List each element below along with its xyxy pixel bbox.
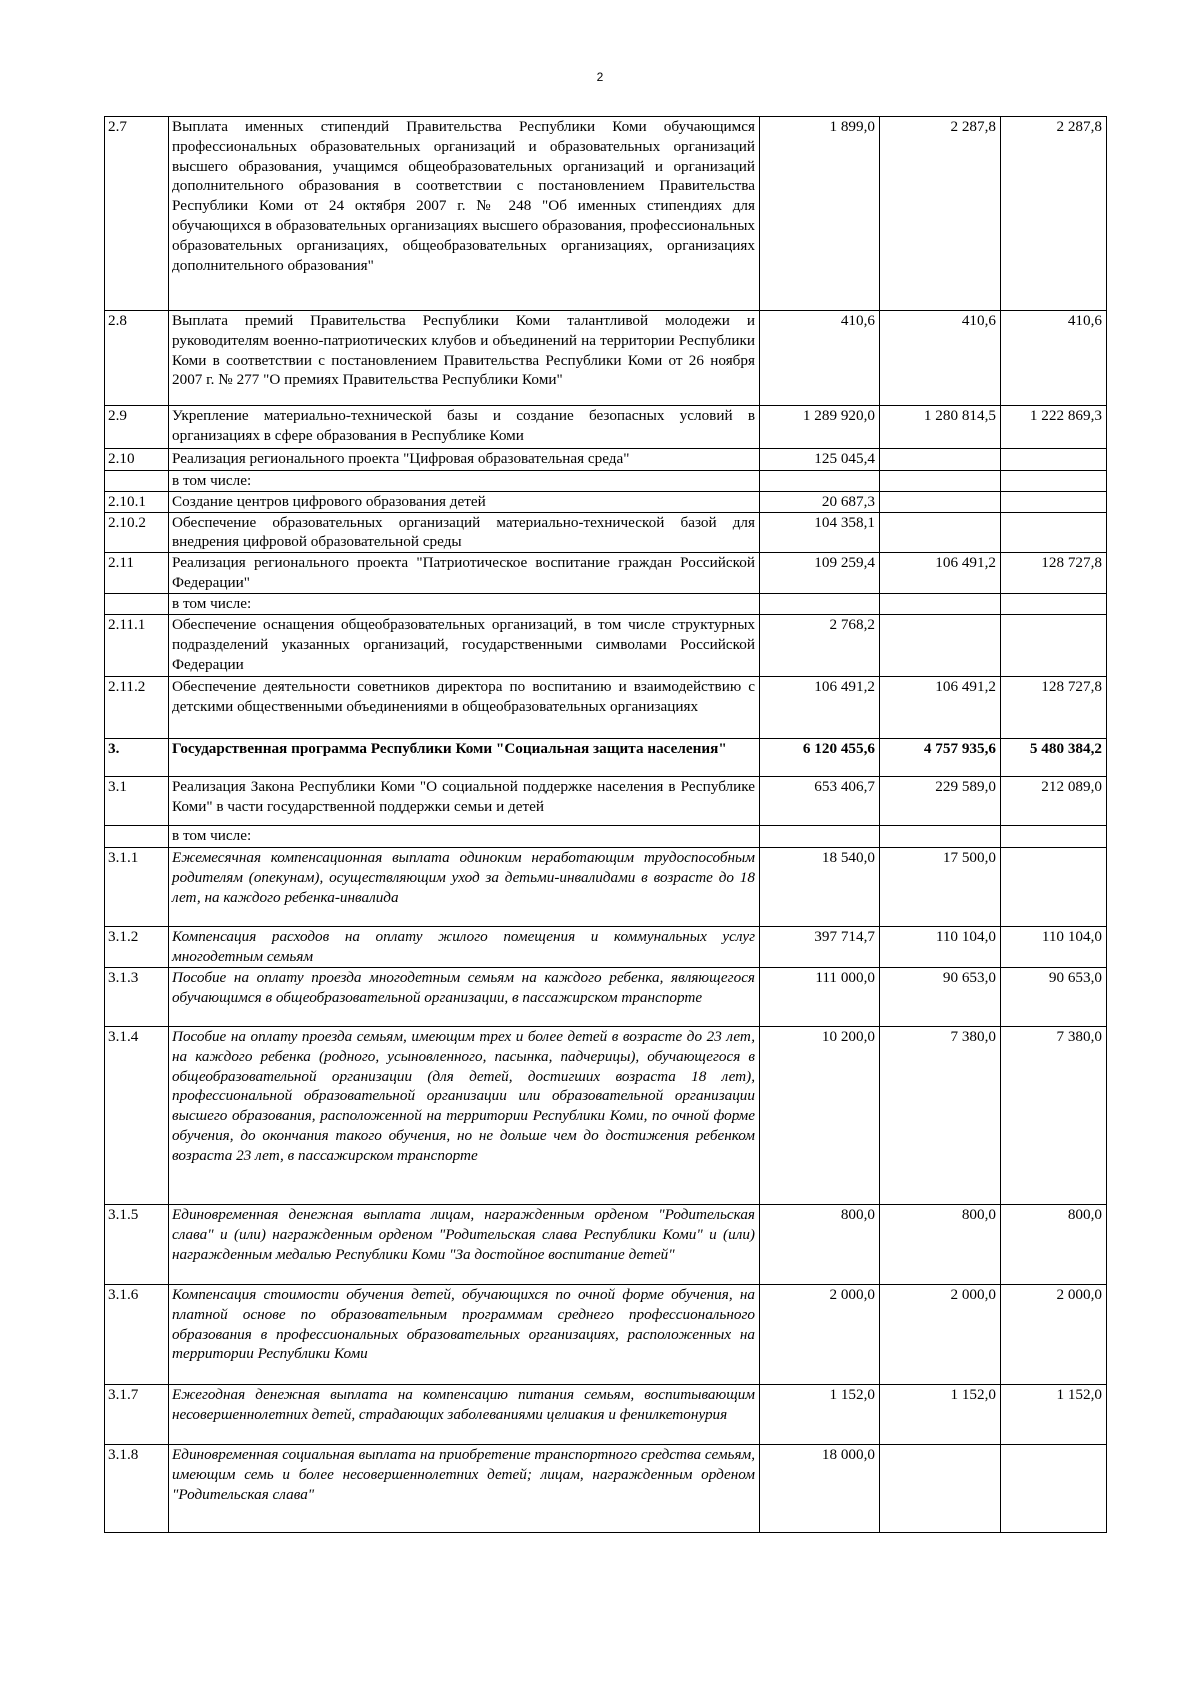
row-value-2-cell: 106 491,2 bbox=[880, 676, 1001, 738]
table-row bbox=[105, 406, 1107, 449]
row-value-2-cell: 7 380,0 bbox=[880, 1026, 1001, 1204]
row-value-3-cell bbox=[1001, 825, 1107, 847]
row-code-cell: 3.1.5 bbox=[105, 1204, 169, 1284]
table-row bbox=[105, 1384, 1107, 1444]
row-value-2-cell bbox=[880, 512, 1001, 553]
row-code-cell: 2.9 bbox=[105, 406, 169, 449]
row-value-3-cell bbox=[1001, 491, 1107, 512]
row-value-2-cell: 1 280 814,5 bbox=[880, 406, 1001, 449]
row-value-3-cell: 800,0 bbox=[1001, 1204, 1107, 1284]
row-value-3-cell: 90 653,0 bbox=[1001, 967, 1107, 1026]
row-code-cell: 2.10.1 bbox=[105, 491, 169, 512]
table-row bbox=[105, 738, 1107, 776]
row-value-2-cell: 4 757 935,6 bbox=[880, 738, 1001, 776]
row-value-1-cell: 1 899,0 bbox=[760, 117, 880, 311]
row-description-cell: Единовременная денежная выплата лицам, награжденным орденом "Родительская слава" и (или) награжденным орденом "Родительская слава Республики Коми" и (или) награжденным медалью Республики Коми "За достойное воспитание детей" bbox=[169, 1204, 760, 1284]
row-value-2-cell bbox=[880, 449, 1001, 471]
row-value-2-cell: 800,0 bbox=[880, 1204, 1001, 1284]
row-value-3-cell bbox=[1001, 449, 1107, 471]
row-description-cell: Выплата премий Правительства Республики Коми талантливой молодежи и руководителям военно-патриотических клубов и объединений на территории Республики Коми в соответствии с постановлением Правительства Республики Коми от 26 ноября 2007 г. № 277 "О премиях Правительства Республики Коми" bbox=[169, 311, 760, 406]
row-value-2-cell: 110 104,0 bbox=[880, 926, 1001, 967]
row-value-2-cell bbox=[880, 614, 1001, 676]
row-code-cell: 3.1.6 bbox=[105, 1284, 169, 1384]
row-code-cell: 2.7 bbox=[105, 117, 169, 311]
table-row bbox=[105, 512, 1107, 553]
row-description-cell: Ежемесячная компенсационная выплата одиноким неработающим трудоспособным родителям (опекунам), осуществляющим уход за детьми-инвалидами в возрасте до 18 лет, на каждого ребенка-инвалида bbox=[169, 847, 760, 926]
row-value-3-cell bbox=[1001, 471, 1107, 492]
row-value-2-cell bbox=[880, 491, 1001, 512]
row-code-cell: 3.1.4 bbox=[105, 1026, 169, 1204]
row-value-3-cell: 1 222 869,3 bbox=[1001, 406, 1107, 449]
row-value-2-cell bbox=[880, 594, 1001, 615]
table-body bbox=[105, 117, 1107, 1533]
row-value-2-cell bbox=[880, 471, 1001, 492]
row-value-3-cell: 5 480 384,2 bbox=[1001, 738, 1107, 776]
row-value-2-cell: 2 287,8 bbox=[880, 117, 1001, 311]
row-value-1-cell: 109 259,4 bbox=[760, 553, 880, 594]
table-row bbox=[105, 117, 1107, 311]
row-description-cell: Выплата именных стипендий Правительства Республики Коми обучающимся профессиональных образовательных организаций и образовательных организаций высшего образования, учащимся общеобразовательных организаций и организаций дополнительного образования в соответствии с постановлением Правительства Республики Коми от 24 октября 2007 г. № 248 "Об именных стипендиях для обучающихся в образовательных организациях высшего образования, профессиональных образовательных организациях, общеобразовательных организациях, организациях дополнительного образования" bbox=[169, 117, 760, 311]
row-value-2-cell: 410,6 bbox=[880, 311, 1001, 406]
row-value-1-cell: 1 152,0 bbox=[760, 1384, 880, 1444]
row-code-cell: 3.1.1 bbox=[105, 847, 169, 926]
row-value-3-cell: 410,6 bbox=[1001, 311, 1107, 406]
row-code-cell: 3.1.7 bbox=[105, 1384, 169, 1444]
row-value-1-cell: 800,0 bbox=[760, 1204, 880, 1284]
row-code-cell: 3.1.2 bbox=[105, 926, 169, 967]
row-value-2-cell: 106 491,2 bbox=[880, 553, 1001, 594]
table-row bbox=[105, 1444, 1107, 1532]
row-value-3-cell bbox=[1001, 1444, 1107, 1532]
row-value-1-cell bbox=[760, 825, 880, 847]
row-value-3-cell: 1 152,0 bbox=[1001, 1384, 1107, 1444]
table-row bbox=[105, 825, 1107, 847]
row-value-2-cell: 1 152,0 bbox=[880, 1384, 1001, 1444]
row-code-cell: 2.11.2 bbox=[105, 676, 169, 738]
table-row bbox=[105, 311, 1107, 406]
row-value-1-cell: 397 714,7 bbox=[760, 926, 880, 967]
page-number: 2 bbox=[596, 70, 604, 84]
row-description-cell: Реализация регионального проекта "Патриотическое воспитание граждан Российской Федерации" bbox=[169, 553, 760, 594]
row-value-3-cell bbox=[1001, 614, 1107, 676]
table-row bbox=[105, 776, 1107, 825]
row-code-cell: 2.11 bbox=[105, 553, 169, 594]
row-value-3-cell bbox=[1001, 512, 1107, 553]
table-row bbox=[105, 449, 1107, 471]
table-row bbox=[105, 594, 1107, 615]
row-value-1-cell bbox=[760, 471, 880, 492]
row-value-1-cell: 111 000,0 bbox=[760, 967, 880, 1026]
row-value-2-cell: 90 653,0 bbox=[880, 967, 1001, 1026]
row-code-cell: 2.10 bbox=[105, 449, 169, 471]
row-value-2-cell bbox=[880, 825, 1001, 847]
row-value-1-cell: 18 540,0 bbox=[760, 847, 880, 926]
row-code-cell bbox=[105, 594, 169, 615]
row-value-1-cell: 410,6 bbox=[760, 311, 880, 406]
row-value-1-cell: 106 491,2 bbox=[760, 676, 880, 738]
table-row bbox=[105, 553, 1107, 594]
row-description-cell: в том числе: bbox=[169, 471, 760, 492]
row-description-cell: Компенсация стоимости обучения детей, обучающихся по очной форме обучения, на платной основе по образовательным программам среднего профессионального образования в профессиональных образовательных организациях, расположенных на территории Республики Коми bbox=[169, 1284, 760, 1384]
table-row bbox=[105, 676, 1107, 738]
row-code-cell bbox=[105, 471, 169, 492]
row-code-cell: 2.11.1 bbox=[105, 614, 169, 676]
row-value-3-cell bbox=[1001, 594, 1107, 615]
row-value-1-cell: 104 358,1 bbox=[760, 512, 880, 553]
table-row bbox=[105, 967, 1107, 1026]
row-code-cell: 3.1.3 bbox=[105, 967, 169, 1026]
row-value-1-cell: 20 687,3 bbox=[760, 491, 880, 512]
row-value-2-cell: 17 500,0 bbox=[880, 847, 1001, 926]
row-value-1-cell: 653 406,7 bbox=[760, 776, 880, 825]
row-value-1-cell bbox=[760, 594, 880, 615]
row-description-cell: в том числе: bbox=[169, 825, 760, 847]
row-description-cell: Реализация регионального проекта "Цифровая образовательная среда" bbox=[169, 449, 760, 471]
table-row bbox=[105, 1026, 1107, 1204]
row-value-1-cell: 1 289 920,0 bbox=[760, 406, 880, 449]
row-description-cell: Единовременная социальная выплата на приобретение транспортного средства семьям, имеющим семь и более несовершеннолетних детей; лицам, награжденным орденом "Родительская слава" bbox=[169, 1444, 760, 1532]
row-description-cell: Пособие на оплату проезда многодетным семьям на каждого ребенка, являющегося обучающимся в общеобразовательной организации, в пассажирском транспорте bbox=[169, 967, 760, 1026]
row-value-3-cell bbox=[1001, 847, 1107, 926]
table-row bbox=[105, 847, 1107, 926]
row-description-cell: Укрепление материально-технической базы и создание безопасных условий в организациях в сфере образования в Республике Коми bbox=[169, 406, 760, 449]
table-row bbox=[105, 471, 1107, 492]
row-description-cell: Ежегодная денежная выплата на компенсацию питания семьям, воспитывающим несовершеннолетних детей, страдающих заболеваниями целиакия и фенилкетонурия bbox=[169, 1384, 760, 1444]
row-value-3-cell: 2 287,8 bbox=[1001, 117, 1107, 311]
row-value-2-cell bbox=[880, 1444, 1001, 1532]
row-description-cell: Реализация Закона Республики Коми "О социальной поддержке населения в Республике Коми" в части государственной поддержки семьи и детей bbox=[169, 776, 760, 825]
row-description-cell: Обеспечение оснащения общеобразовательных организаций, в том числе структурных подразделений указанных организаций, государственными символами Российской Федерации bbox=[169, 614, 760, 676]
row-value-3-cell: 128 727,8 bbox=[1001, 676, 1107, 738]
table-row bbox=[105, 926, 1107, 967]
row-code-cell: 2.10.2 bbox=[105, 512, 169, 553]
table-row bbox=[105, 1204, 1107, 1284]
row-value-1-cell: 2 000,0 bbox=[760, 1284, 880, 1384]
row-description-cell: в том числе: bbox=[169, 594, 760, 615]
row-value-1-cell: 2 768,2 bbox=[760, 614, 880, 676]
budget-table bbox=[104, 116, 1107, 1533]
row-value-2-cell: 229 589,0 bbox=[880, 776, 1001, 825]
row-value-3-cell: 128 727,8 bbox=[1001, 553, 1107, 594]
row-value-3-cell: 212 089,0 bbox=[1001, 776, 1107, 825]
row-value-3-cell: 110 104,0 bbox=[1001, 926, 1107, 967]
table-row bbox=[105, 491, 1107, 512]
table-row bbox=[105, 1284, 1107, 1384]
row-value-2-cell: 2 000,0 bbox=[880, 1284, 1001, 1384]
row-value-3-cell: 7 380,0 bbox=[1001, 1026, 1107, 1204]
row-description-cell: Государственная программа Республики Коми "Социальная защита населения" bbox=[169, 738, 760, 776]
row-code-cell: 3. bbox=[105, 738, 169, 776]
row-description-cell: Обеспечение деятельности советников директора по воспитанию и взаимодействию с детскими общественными объединениями в общеобразовательных организациях bbox=[169, 676, 760, 738]
row-value-1-cell: 10 200,0 bbox=[760, 1026, 880, 1204]
row-code-cell bbox=[105, 825, 169, 847]
row-description-cell: Создание центров цифрового образования детей bbox=[169, 491, 760, 512]
row-description-cell: Компенсация расходов на оплату жилого помещения и коммунальных услуг многодетным семьям bbox=[169, 926, 760, 967]
row-value-1-cell: 18 000,0 bbox=[760, 1444, 880, 1532]
row-description-cell: Пособие на оплату проезда семьям, имеющим трех и более детей в возрасте до 23 лет, на каждого ребенка (родного, усыновленного, пасынка, падчерицы), обучающегося в общеобразовательной организации (для детей, достигших возраста 18 лет), профессиональной образовательной организации или образовательной организации высшего образования, расположенной на территории Республики Коми, по очной форме обучения, до окончания такого обучения, но не дольше чем до достижения ребенком возраста 23 лет, в пассажирском транспорте bbox=[169, 1026, 760, 1204]
row-code-cell: 2.8 bbox=[105, 311, 169, 406]
row-code-cell: 3.1 bbox=[105, 776, 169, 825]
row-description-cell: Обеспечение образовательных организаций материально-технической базой для внедрения цифровой образовательной среды bbox=[169, 512, 760, 553]
row-value-1-cell: 6 120 455,6 bbox=[760, 738, 880, 776]
table-row bbox=[105, 614, 1107, 676]
row-value-1-cell: 125 045,4 bbox=[760, 449, 880, 471]
row-value-3-cell: 2 000,0 bbox=[1001, 1284, 1107, 1384]
row-code-cell: 3.1.8 bbox=[105, 1444, 169, 1532]
